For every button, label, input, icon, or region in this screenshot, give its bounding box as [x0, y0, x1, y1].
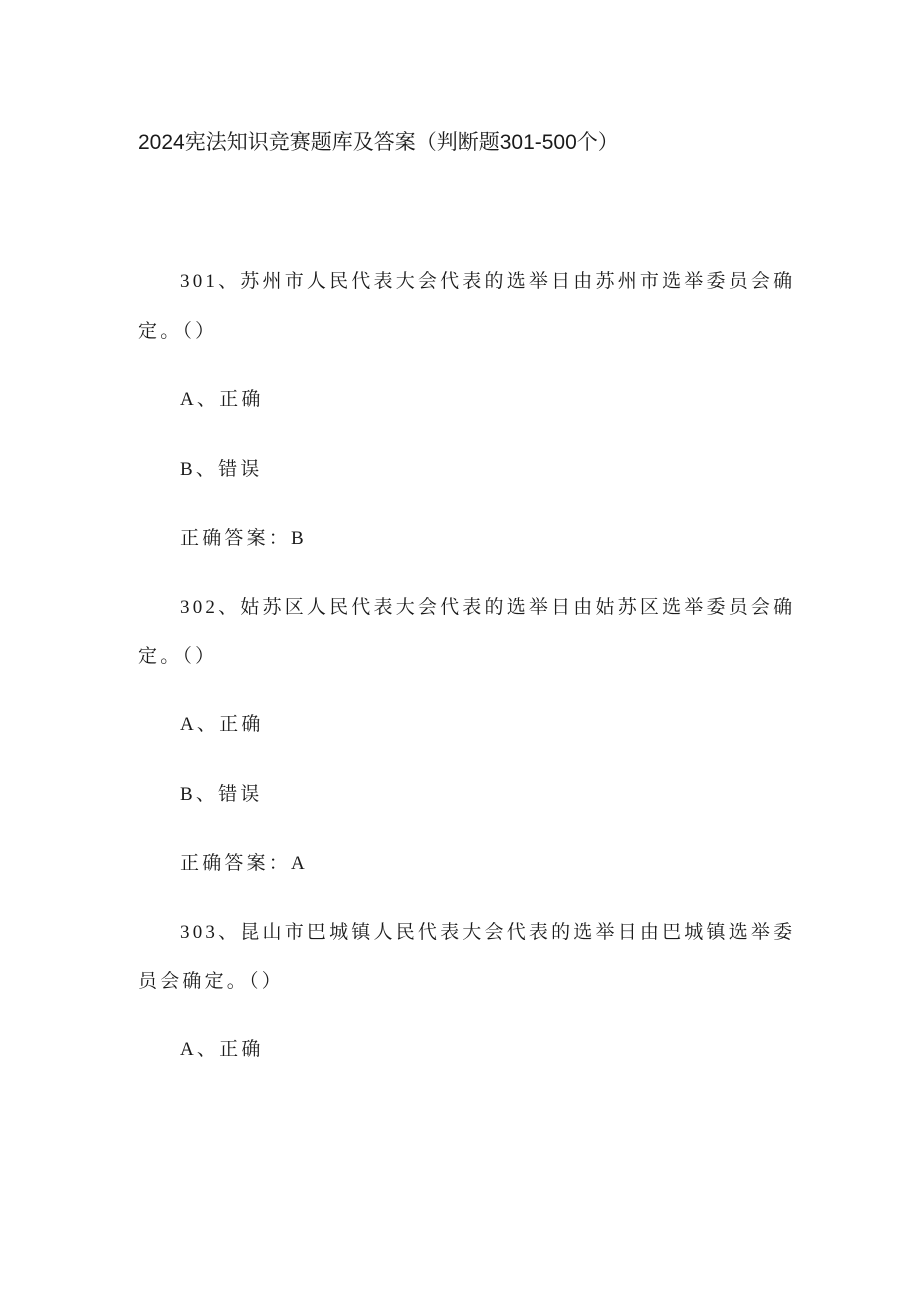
question-302-option-a: A、正确 — [180, 714, 264, 735]
question-303-stem-line1: 303、昆山市巴城镇人民代表大会代表的选举日由巴城镇选举委 — [180, 922, 796, 943]
question-301-stem-line1: 301、苏州市人民代表大会代表的选举日由苏州市选举委员会确 — [180, 271, 796, 292]
question-302-stem-line2: 定。（） — [138, 646, 218, 667]
question-301-stem-line2: 定。（） — [138, 321, 218, 342]
question-303-option-a: A、正确 — [180, 1039, 264, 1060]
question-302-stem-line1: 302、姑苏区人民代表大会代表的选举日由姑苏区选举委员会确 — [180, 597, 796, 618]
document-title: 2024宪法知识竞赛题库及答案（判断题301-500个） — [138, 131, 619, 154]
question-301-option-b: B、错误 — [180, 459, 263, 480]
question-303-stem-line2: 员会确定。（） — [138, 971, 284, 992]
question-302-option-b: B、错误 — [180, 784, 263, 805]
question-301-option-a: A、正确 — [180, 389, 264, 410]
question-301-answer: 正确答案：B — [180, 528, 307, 549]
question-302-answer: 正确答案：A — [180, 853, 308, 874]
